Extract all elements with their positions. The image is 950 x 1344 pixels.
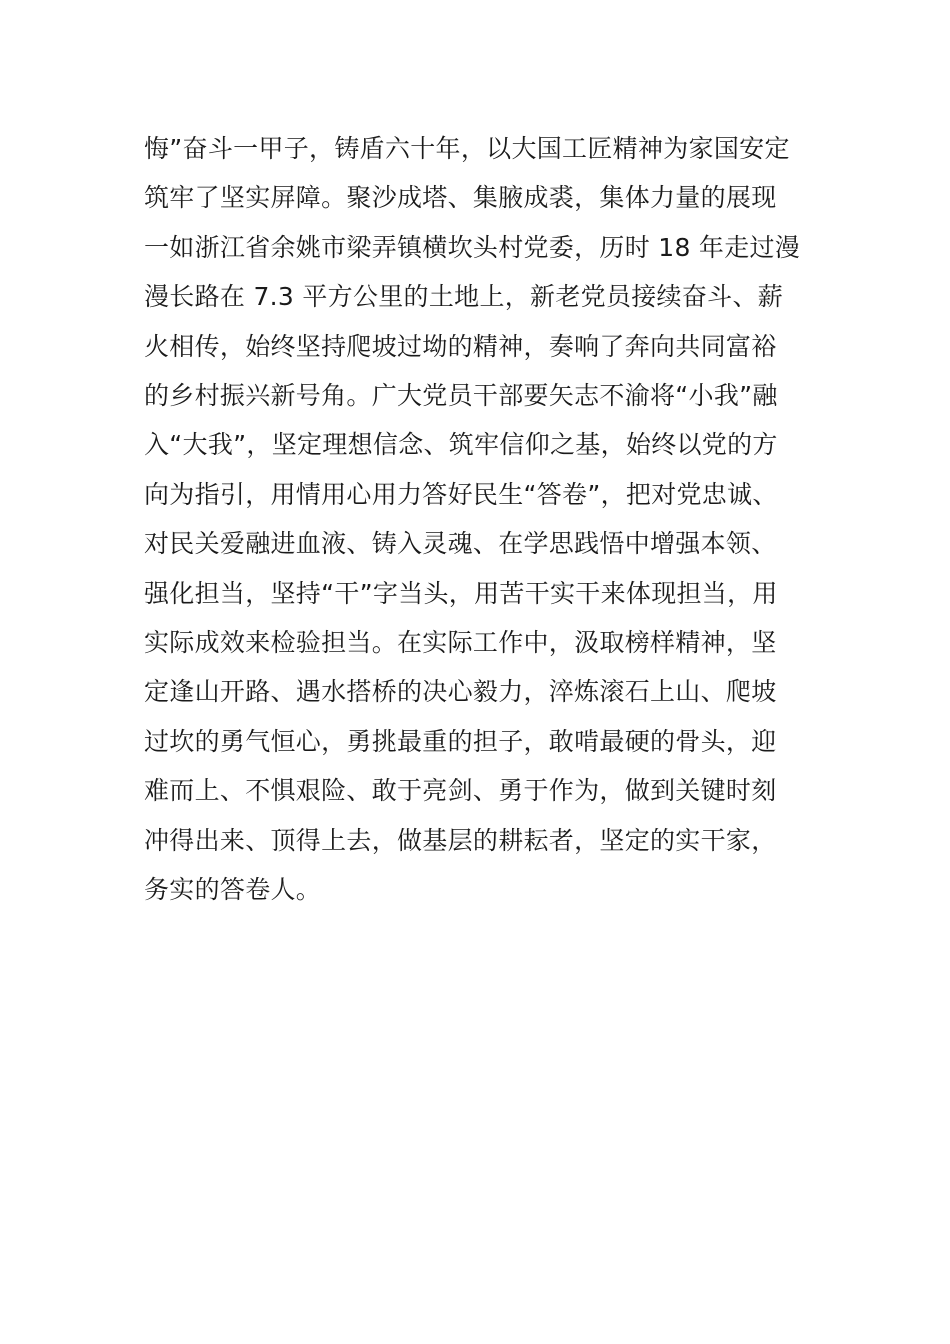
paragraph-line: 向为指引，用情用心用力答好民生“答卷”，把对党忠诚、	[144, 479, 778, 509]
paragraph-line: 漫长路在 7.3 平方公里的土地上，新老党员接续奋斗、薪	[144, 282, 784, 312]
paragraph-line: 难而上、不惧艰险、敢于亮剑、勇于作为，做到关键时刻	[144, 776, 777, 806]
paragraph-line: 过坎的勇气恒心，勇挑最重的担子，敢啃最硬的骨头，迎	[144, 726, 777, 756]
paragraph-line: 冲得出来、顶得上去，做基层的耕耘者，坚定的实干家，	[144, 825, 777, 855]
paragraph-line: 入“大我”，坚定理想信念、筑牢信仰之基，始终以党的方	[144, 430, 778, 460]
paragraph-line: 务实的答卷人。	[144, 875, 322, 905]
body-paragraph	[144, 124, 824, 915]
paragraph-line: 定逢山开路、遇水搭桥的决心毅力，淬炼滚石上山、爬坡	[144, 677, 777, 707]
paragraph-line: 强化担当，坚持“干”字当头，用苦干实干来体现担当，用	[144, 578, 778, 608]
paragraph-line: 筑牢了坚实屏障。聚沙成塔、集腋成裘，集体力量的展现	[144, 183, 777, 213]
paragraph-line: 悔”奋斗一甲子，铸盾六十年，以大国工匠精神为家国安定	[144, 134, 790, 163]
paragraph-line: 火相传，始终坚持爬坡过坳的精神，奏响了奔向共同富裕	[144, 331, 777, 361]
paragraph-line: 的乡村振兴新号角。广大党员干部要矢志不渝将“小我”融	[144, 381, 778, 411]
paragraph-line: 对民关爱融进血液、铸入灵魂、在学思践悟中增强本领、	[144, 529, 777, 559]
paragraph-line: 一如浙江省余姚市梁弄镇横坎头村党委，历时 18 年走过漫	[144, 232, 801, 262]
paragraph-line: 实际成效来检验担当。在实际工作中，汲取榜样精神，坚	[144, 628, 777, 658]
